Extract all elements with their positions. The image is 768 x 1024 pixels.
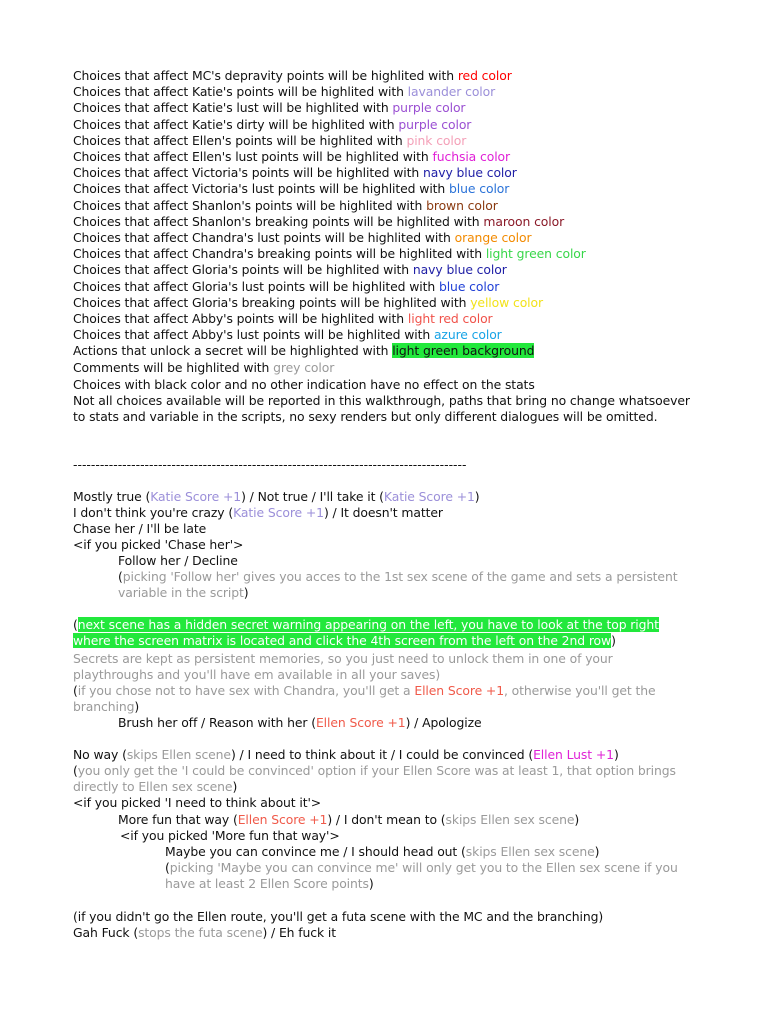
comment-line: (you only get the 'I could be convinced' option if your Ellen Score was at least 1, that option brings directly to Ellen sex scene) bbox=[73, 763, 676, 794]
legend-item bbox=[73, 117, 713, 133]
legend-item bbox=[73, 181, 713, 197]
comment-line: Secrets are kept as persistent memories, so you just need to unlock them in one of your playthroughs and you'll have em available in all your saves) bbox=[73, 651, 613, 682]
legend-color-sample: red color bbox=[457, 68, 512, 83]
katie-score-tag: Katie Score +1 bbox=[383, 489, 475, 504]
legend-item bbox=[73, 327, 713, 343]
legend-color-sample: blue color bbox=[438, 279, 500, 294]
legend-item bbox=[73, 246, 713, 262]
ellen-score-tag: Ellen Score +1 bbox=[414, 683, 504, 698]
legend-item bbox=[73, 133, 713, 149]
secret-highlight: next scene has a hidden secret warning appearing on the left, you have to look at the top right where the screen matrix is located and click the 4th screen from the left on the 2nd row bbox=[73, 617, 659, 648]
legend-text: Choices that affect Ellen's lust points will be highlited with bbox=[73, 149, 433, 164]
choice-line: Chase her / I'll be late bbox=[73, 521, 207, 536]
legend-color-sample: purple color bbox=[398, 117, 472, 132]
legend-text: Choices that affect Victoria's points will be highlited with bbox=[73, 165, 423, 180]
comment-line: (picking 'Maybe you can convince me' will only get you to the Ellen sex scene if you have at least 2 Ellen Score points) bbox=[165, 860, 678, 891]
legend-text: Comments will be highlited with bbox=[73, 360, 274, 375]
legend-text: Choices that affect Katie's lust will be highlited with bbox=[73, 100, 393, 115]
legend-color-sample: azure color bbox=[433, 327, 502, 342]
legend-text: Choices that affect Katie's points will be highlited with bbox=[73, 84, 408, 99]
comment-line: (if you didn't go the Ellen route, you'll get a futa scene with the MC and the branching) bbox=[73, 909, 604, 924]
legend-color-sample: orange color bbox=[454, 230, 532, 245]
legend-color-sample: yellow color bbox=[470, 295, 543, 310]
legend-color-sample: light green color bbox=[485, 246, 586, 261]
legend-text: Choices that affect Gloria's points will be highlited with bbox=[73, 262, 413, 277]
katie-score-tag: Katie Score +1 bbox=[233, 505, 324, 520]
legend-text: Choices that affect Abby's lust points will be highlited with bbox=[73, 327, 434, 342]
choice-line: Brush her off / Reason with her (Ellen Score +1) / Apologize bbox=[118, 715, 482, 730]
comment-line: (picking 'Follow her' gives you acces to the 1st sex scene of the game and sets a persistent variable in the script) bbox=[118, 569, 678, 600]
legend-text: Choices that affect Chandra's breaking points will be highlited with bbox=[73, 246, 486, 261]
legend-text: Choices that affect Chandra's lust points will be highlited with bbox=[73, 230, 455, 245]
legend-color-sample: navy blue color bbox=[412, 262, 507, 277]
legend-item bbox=[73, 230, 713, 246]
legend-item bbox=[73, 279, 713, 295]
legend-color-sample: navy blue color bbox=[422, 165, 517, 180]
choice-line: Mostly true (Katie Score +1) / Not true / I'll take it (Katie Score +1) bbox=[73, 489, 480, 504]
legend-text: Choices that affect Shanlon's points will be highlited with bbox=[73, 198, 427, 213]
legend-color-sample: lavander color bbox=[407, 84, 496, 99]
legend-color-sample: fuchsia color bbox=[432, 149, 511, 164]
legend-item bbox=[73, 311, 713, 327]
legend-color-sample: maroon color bbox=[483, 214, 565, 229]
separator: ---------------------------------------------------------------------------------------- bbox=[73, 457, 467, 472]
choice-line: No way (skips Ellen scene) / I need to think about it / I could be convinced (Ellen Lust +1) bbox=[73, 747, 619, 762]
ellen-score-tag: Ellen Score +1 bbox=[315, 715, 406, 730]
legend-text: Choices that affect MC's depravity points will be highlited with bbox=[73, 68, 458, 83]
legend-text: Choices that affect Katie's dirty will be highlited with bbox=[73, 117, 399, 132]
legend-color-sample: light red color bbox=[407, 311, 493, 326]
ellen-score-tag: Ellen Score +1 bbox=[237, 812, 328, 827]
legend-color-sample: light green background bbox=[392, 343, 535, 358]
legend-item bbox=[73, 360, 713, 376]
legend-no-effect: Choices with black color and no other indication have no effect on the stats bbox=[73, 377, 535, 392]
choice-line: Follow her / Decline bbox=[118, 553, 238, 568]
legend-item bbox=[73, 100, 713, 116]
legend-text: Choices that affect Gloria's breaking points will be highlited with bbox=[73, 295, 471, 310]
legend-text: Choices that affect Shanlon's breaking points will be highlited with bbox=[73, 214, 484, 229]
legend-text: Choices that affect Abby's points will be highlited with bbox=[73, 311, 408, 326]
legend-text: Actions that unlock a secret will be highlighted with bbox=[73, 343, 393, 358]
legend-color-sample: blue color bbox=[449, 181, 510, 196]
secret-line: (next scene has a hidden secret warning appearing on the left, you have to look at the top right where the screen matrix is located and click the 4th screen from the left on the 2nd row) bbox=[73, 617, 659, 648]
condition-line: <if you picked 'More fun that way'> bbox=[120, 828, 340, 843]
legend-text: Choices that affect Ellen's points will be highlited with bbox=[73, 133, 407, 148]
legend-item bbox=[73, 165, 713, 181]
choice-line: I don't think you're crazy (Katie Score +1) / It doesn't matter bbox=[73, 505, 443, 520]
legend-color-sample: grey color bbox=[273, 360, 335, 375]
katie-score-tag: Katie Score +1 bbox=[150, 489, 242, 504]
choice-line: Maybe you can convince me / I should head out (skips Ellen sex scene) bbox=[165, 844, 600, 859]
legend-color-sample: brown color bbox=[426, 198, 498, 213]
comment-line: (if you chose not to have sex with Chandra, you'll get a Ellen Score +1, otherwise you'll get the branching) bbox=[73, 683, 656, 714]
legend-item bbox=[73, 262, 713, 278]
legend-item bbox=[73, 68, 713, 84]
legend-item bbox=[73, 295, 713, 311]
legend-text: Choices that affect Victoria's lust points will be highlited with bbox=[73, 181, 450, 196]
legend-text: Choices that affect Gloria's lust points will be highlited with bbox=[73, 279, 439, 294]
omitted-note: Not all choices available will be reported in this walkthrough, paths that bring no change whatsoever to stats and variable in the scripts, no sexy renders but only different dialogues will be omitted. bbox=[73, 393, 690, 424]
legend-item bbox=[73, 198, 713, 214]
legend-item bbox=[73, 343, 713, 359]
choice-line: More fun that way (Ellen Score +1) / I don't mean to (skips Ellen sex scene) bbox=[118, 812, 580, 827]
choice-line: Gah Fuck (stops the futa scene) / Eh fuck it bbox=[73, 925, 337, 940]
legend-item bbox=[73, 214, 713, 230]
legend-item bbox=[73, 84, 713, 100]
legend-item bbox=[73, 149, 713, 165]
ellen-lust-tag: Ellen Lust +1 bbox=[533, 747, 614, 762]
legend-color-sample: pink color bbox=[406, 133, 467, 148]
condition-line: <if you picked 'Chase her'> bbox=[73, 537, 244, 552]
condition-line: <if you picked 'I need to think about it'> bbox=[73, 795, 322, 810]
legend-color-sample: purple color bbox=[392, 100, 466, 115]
